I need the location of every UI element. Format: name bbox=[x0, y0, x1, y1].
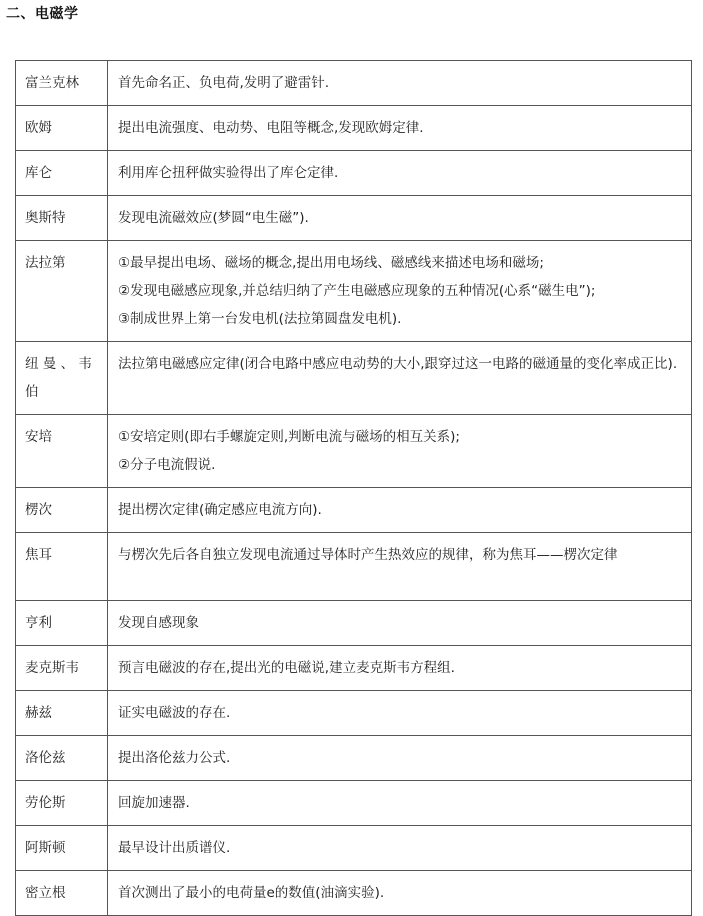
contribution-line: 发现电流磁效应(梦圆“电生磁”). bbox=[118, 210, 309, 226]
physicist-name: 纽 曼 、 韦伯 bbox=[16, 342, 108, 415]
contribution-line: 提出楞次定律(确定感应电流方向). bbox=[118, 502, 322, 518]
physicist-name: 库仑 bbox=[16, 151, 108, 196]
contribution bbox=[108, 106, 692, 151]
contribution-line: 首次测出了最小的电荷量e的数值(油滴实验). bbox=[118, 885, 385, 901]
physicist-name: 密立根 bbox=[16, 871, 108, 916]
table-row bbox=[16, 488, 692, 533]
physicist-name: 焦耳 bbox=[16, 533, 108, 601]
contribution-line: 法拉第电磁感应定律(闭合电路中感应电动势的大小,跟穿过这一电路的磁通量的变化率成正比). bbox=[118, 356, 678, 372]
contribution bbox=[108, 488, 692, 533]
contribution bbox=[108, 871, 692, 916]
table-row bbox=[16, 691, 692, 736]
contribution bbox=[108, 736, 692, 781]
contribution bbox=[108, 151, 692, 196]
physicist-name: 安培 bbox=[16, 415, 108, 488]
table-row bbox=[16, 533, 692, 601]
table-row bbox=[16, 871, 692, 916]
contribution-line: ①最早提出电场、磁场的概念,提出用电场线、磁感线来描述电场和磁场; bbox=[118, 255, 544, 271]
table-row bbox=[16, 106, 692, 151]
table-row bbox=[16, 61, 692, 106]
contribution bbox=[108, 826, 692, 871]
contribution-line: ②发现电磁感应现象,并总结归纳了产生电磁感应现象的五种情况(心系“磁生电”); bbox=[118, 283, 596, 299]
contribution bbox=[108, 415, 692, 488]
contribution bbox=[108, 61, 692, 106]
contribution-line: ①安培定则(即右手螺旋定则,判断电流与磁场的相互关系); bbox=[118, 429, 460, 445]
physicist-name: 法拉第 bbox=[16, 241, 108, 342]
contribution-line: 利用库仑扭秤做实验得出了库仑定律. bbox=[118, 165, 339, 181]
contribution bbox=[108, 646, 692, 691]
contribution-line: 发现自感现象 bbox=[118, 615, 199, 631]
contribution bbox=[108, 196, 692, 241]
physicist-name: 楞次 bbox=[16, 488, 108, 533]
contribution-line: 首先命名正、负电荷,发明了避雷针. bbox=[118, 75, 330, 91]
physicist-name: 欧姆 bbox=[16, 106, 108, 151]
contribution-line: 回旋加速器. bbox=[118, 795, 190, 811]
contribution-line: ③制成世界上第一台发电机(法拉第圆盘发电机). bbox=[118, 311, 402, 327]
table-row bbox=[16, 415, 692, 488]
contribution bbox=[108, 241, 692, 342]
contribution-line: 预言电磁波的存在,提出光的电磁说,建立麦克斯韦方程组. bbox=[118, 660, 455, 676]
contribution-line: 提出洛伦兹力公式. bbox=[118, 750, 231, 766]
contribution bbox=[108, 601, 692, 646]
physicist-name: 麦克斯韦 bbox=[16, 646, 108, 691]
table-row bbox=[16, 342, 692, 415]
physicist-name: 奥斯特 bbox=[16, 196, 108, 241]
contribution bbox=[108, 533, 692, 601]
physicists-table bbox=[15, 60, 692, 916]
table-row bbox=[16, 781, 692, 826]
physicist-name: 亨利 bbox=[16, 601, 108, 646]
section-heading: 二、电磁学 bbox=[6, 6, 79, 22]
table-row bbox=[16, 241, 692, 342]
table-row bbox=[16, 151, 692, 196]
physicist-name: 劳伦斯 bbox=[16, 781, 108, 826]
contribution bbox=[108, 781, 692, 826]
physicist-name: 赫兹 bbox=[16, 691, 108, 736]
contribution-line: 最早设计出质谱仪. bbox=[118, 840, 231, 856]
contribution-line: 提出电流强度、电动势、电阻等概念,发现欧姆定律. bbox=[118, 120, 424, 136]
table-row bbox=[16, 601, 692, 646]
physicist-name: 阿斯顿 bbox=[16, 826, 108, 871]
contribution-line: 证实电磁波的存在. bbox=[118, 705, 231, 721]
physicist-name: 富兰克林 bbox=[16, 61, 108, 106]
contribution bbox=[108, 342, 692, 415]
contribution bbox=[108, 691, 692, 736]
table-row bbox=[16, 826, 692, 871]
table-row bbox=[16, 196, 692, 241]
contribution-line: ②分子电流假说. bbox=[118, 457, 216, 473]
contribution-line: 与楞次先后各自独立发现电流通过导体时产生热效应的规律，称为焦耳——楞次定律 bbox=[118, 547, 618, 563]
table-row bbox=[16, 736, 692, 781]
physicist-name: 洛伦兹 bbox=[16, 736, 108, 781]
table-row bbox=[16, 646, 692, 691]
